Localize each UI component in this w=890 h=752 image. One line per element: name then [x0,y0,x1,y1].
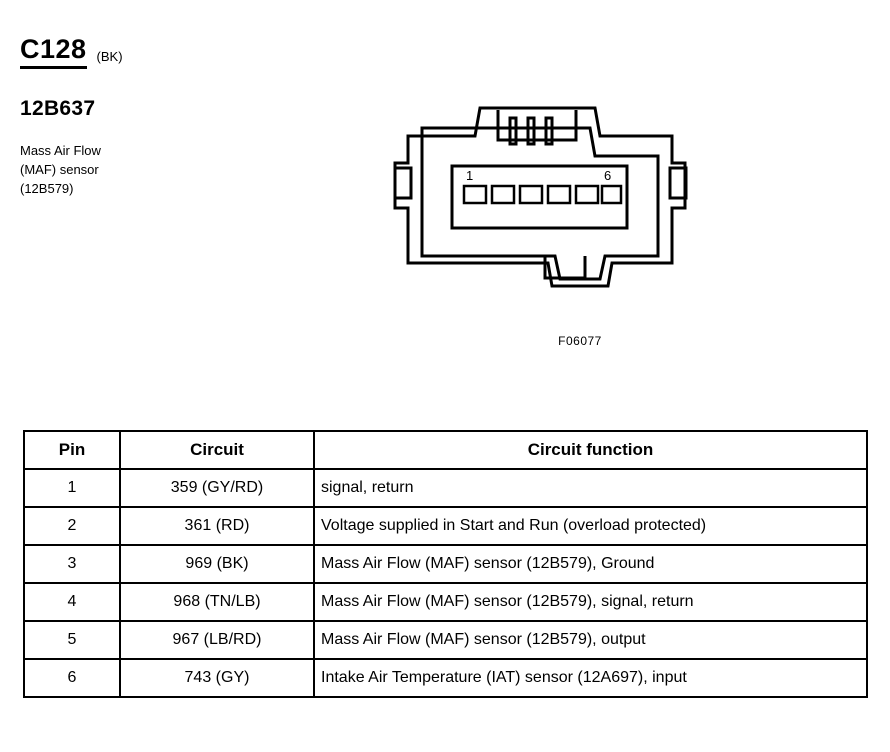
table-header-row [24,431,867,469]
description-line-2: (MAF) sensor [20,162,99,177]
cell-function: Intake Air Temperature (IAT) sensor (12A697), input [314,659,867,697]
connector-illustration [380,88,780,358]
cell-circuit: 967 (LB/RD) [120,621,314,659]
cell-function: Mass Air Flow (MAF) sensor (12B579), signal, return [314,583,867,621]
connector-description [20,141,340,198]
cell-circuit: 968 (TN/LB) [120,583,314,621]
cell-circuit: 361 (RD) [120,507,314,545]
cell-pin: 1 [24,469,120,507]
pin-6-callout: 6 [604,168,612,183]
description-line-3: (12B579) [20,181,74,196]
cell-function: Voltage supplied in Start and Run (overload protected) [314,507,867,545]
column-header-function: Circuit function [314,431,867,469]
cell-function: signal, return [314,469,867,507]
table-row [24,545,867,583]
cell-circuit: 969 (BK) [120,545,314,583]
table-row [24,469,867,507]
connector-drawing-svg [380,88,780,358]
table-row [24,507,867,545]
cell-function: Mass Air Flow (MAF) sensor (12B579), output [314,621,867,659]
table-row [24,659,867,697]
table-row [24,583,867,621]
cell-function: Mass Air Flow (MAF) sensor (12B579), Ground [314,545,867,583]
cell-pin: 5 [24,621,120,659]
table-row [24,621,867,659]
column-header-circuit: Circuit [120,431,314,469]
pin-1-callout: 1 [466,168,474,183]
cell-pin: 2 [24,507,120,545]
connector-color-code: (BK) [96,49,123,64]
cell-circuit: 743 (GY) [120,659,314,697]
cell-circuit: 359 (GY/RD) [120,469,314,507]
part-number: 12B637 [20,97,96,120]
description-line-1: Mass Air Flow [20,143,101,158]
column-header-pin: Pin [24,431,120,469]
connector-id-row [20,34,340,69]
figure-label: F06077 [558,334,602,348]
pin-table [23,430,868,698]
cell-pin: 3 [24,545,120,583]
connector-header [20,34,340,198]
cell-pin: 6 [24,659,120,697]
cell-pin: 4 [24,583,120,621]
connector-id: C128 [20,34,87,69]
